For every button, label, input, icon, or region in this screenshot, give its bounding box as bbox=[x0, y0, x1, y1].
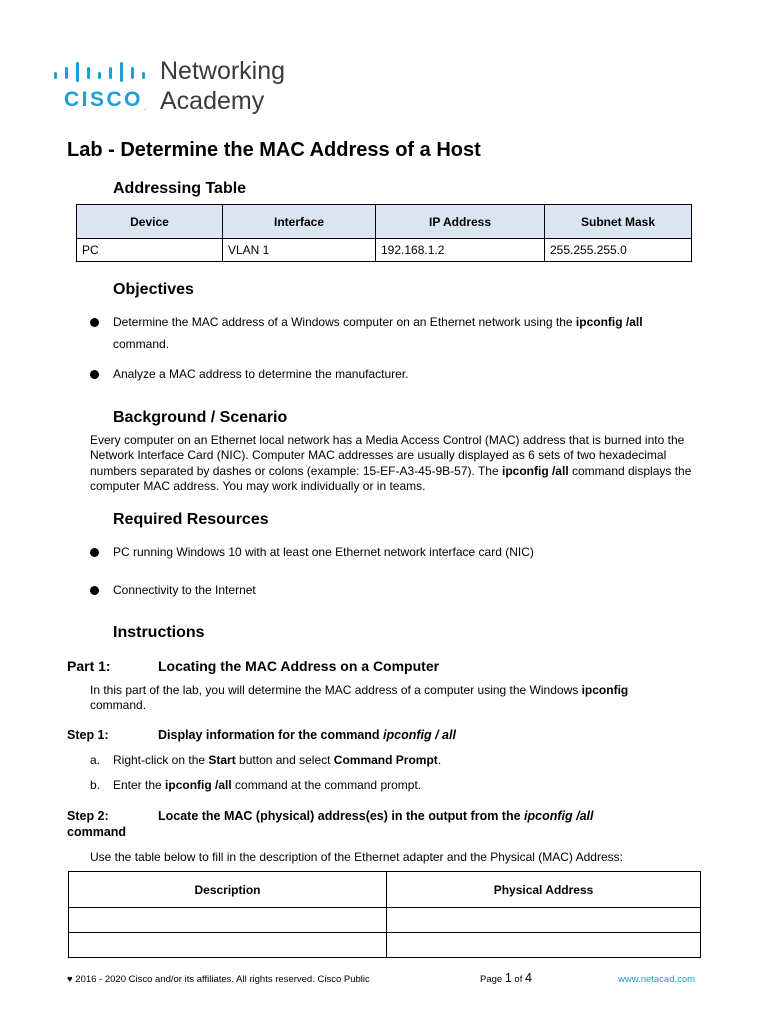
table-row bbox=[69, 933, 701, 958]
step1-label: Step 1: bbox=[67, 728, 109, 742]
bullet-icon bbox=[90, 586, 99, 595]
header-subnet-mask: Subnet Mask bbox=[545, 205, 692, 239]
step1-a-label: a. bbox=[90, 753, 101, 767]
step2-title: Locate the MAC (physical) address(es) in the output from the ipconfig /all bbox=[158, 809, 594, 823]
part1-title: Locating the MAC Address on a Computer bbox=[158, 658, 440, 674]
table-row bbox=[77, 239, 692, 262]
header-physical-address: Physical Address bbox=[387, 872, 701, 908]
header-interface: Interface bbox=[223, 205, 376, 239]
resource-item-1: PC running Windows 10 with at least one Ethernet network interface card (NIC) bbox=[113, 545, 534, 559]
bullet-icon bbox=[90, 548, 99, 557]
objective-item-2: Analyze a MAC address to determine the manufacturer. bbox=[113, 367, 409, 381]
cisco-logo-wordmark: CISCO. bbox=[64, 88, 146, 112]
resource-item-2: Connectivity to the Internet bbox=[113, 583, 256, 597]
logo-academy-text: Academy bbox=[160, 87, 265, 115]
cell-device: PC bbox=[77, 239, 223, 262]
objective-item-1: Determine the MAC address of a Windows computer on an Ethernet network using the ipconfig /all bbox=[113, 315, 643, 329]
cisco-logo-bars-icon bbox=[54, 60, 146, 82]
resources-heading: Required Resources bbox=[113, 511, 269, 528]
logo-networking-text: Networking bbox=[160, 57, 286, 85]
instructions-heading: Instructions bbox=[113, 624, 205, 641]
table-row bbox=[69, 908, 701, 933]
step2-title-continued: command bbox=[67, 825, 127, 839]
step1-title: Display information for the command ipconfig / all bbox=[158, 728, 456, 742]
objectives-heading: Objectives bbox=[113, 281, 194, 298]
physical-address-input-cell[interactable] bbox=[387, 908, 701, 933]
step2-paragraph: Use the table below to fill in the description of the Ethernet adapter and the Physical (MAC) Address: bbox=[90, 850, 623, 864]
step1-a-text: Right-click on the Start button and select Command Prompt. bbox=[113, 753, 442, 767]
cell-interface: VLAN 1 bbox=[223, 239, 376, 262]
description-input-cell[interactable] bbox=[69, 908, 387, 933]
addressing-table-heading: Addressing Table bbox=[113, 180, 247, 197]
objective-item-1-continued: command. bbox=[113, 337, 170, 351]
step1-b-label: b. bbox=[90, 778, 101, 792]
page-title: Lab - Determine the MAC Address of a Host bbox=[67, 139, 481, 161]
footer-netacad-link[interactable]: www.netacad.com bbox=[618, 974, 696, 985]
cell-subnet-mask: 255.255.255.0 bbox=[545, 239, 692, 262]
table-header-row bbox=[77, 205, 692, 239]
step1-b-text: Enter the ipconfig /all command at the command prompt. bbox=[113, 778, 422, 792]
addressing-table bbox=[76, 204, 692, 262]
footer-copyright: ♥ 2016 - 2020 Cisco and/or its affiliates. All rights reserved. Cisco Public bbox=[67, 974, 370, 985]
bullet-icon bbox=[90, 318, 99, 327]
header-device: Device bbox=[77, 205, 223, 239]
cell-ip-address: 192.168.1.2 bbox=[376, 239, 545, 262]
heart-icon: ♥ bbox=[67, 974, 73, 985]
table-header-row bbox=[69, 872, 701, 908]
step2-label: Step 2: bbox=[67, 809, 109, 823]
footer-page-number: Page 1 of 4 bbox=[480, 971, 532, 985]
part1-paragraph: In this part of the lab, you will determine the MAC address of a computer using the Windows ipconfig command. bbox=[90, 683, 629, 713]
header-description: Description bbox=[69, 872, 387, 908]
physical-address-input-cell[interactable] bbox=[387, 933, 701, 958]
part1-label: Part 1: bbox=[67, 658, 111, 674]
header-ip-address: IP Address bbox=[376, 205, 545, 239]
background-paragraph: Every computer on an Ethernet local network has a Media Access Control (MAC) address that is burned into the Network Interface Card (NIC). Computer MAC addresses are usually displayed as 6 sets of two hexadecimal numbers separated by dashes or colons (example: 15-EF-A3-45-9B-57). The ipconfig /all command displays the computer MAC address. You may work individually or in teams. bbox=[90, 433, 692, 493]
bullet-icon bbox=[90, 370, 99, 379]
background-heading: Background / Scenario bbox=[113, 409, 288, 426]
mac-address-table bbox=[68, 871, 701, 958]
description-input-cell[interactable] bbox=[69, 933, 387, 958]
